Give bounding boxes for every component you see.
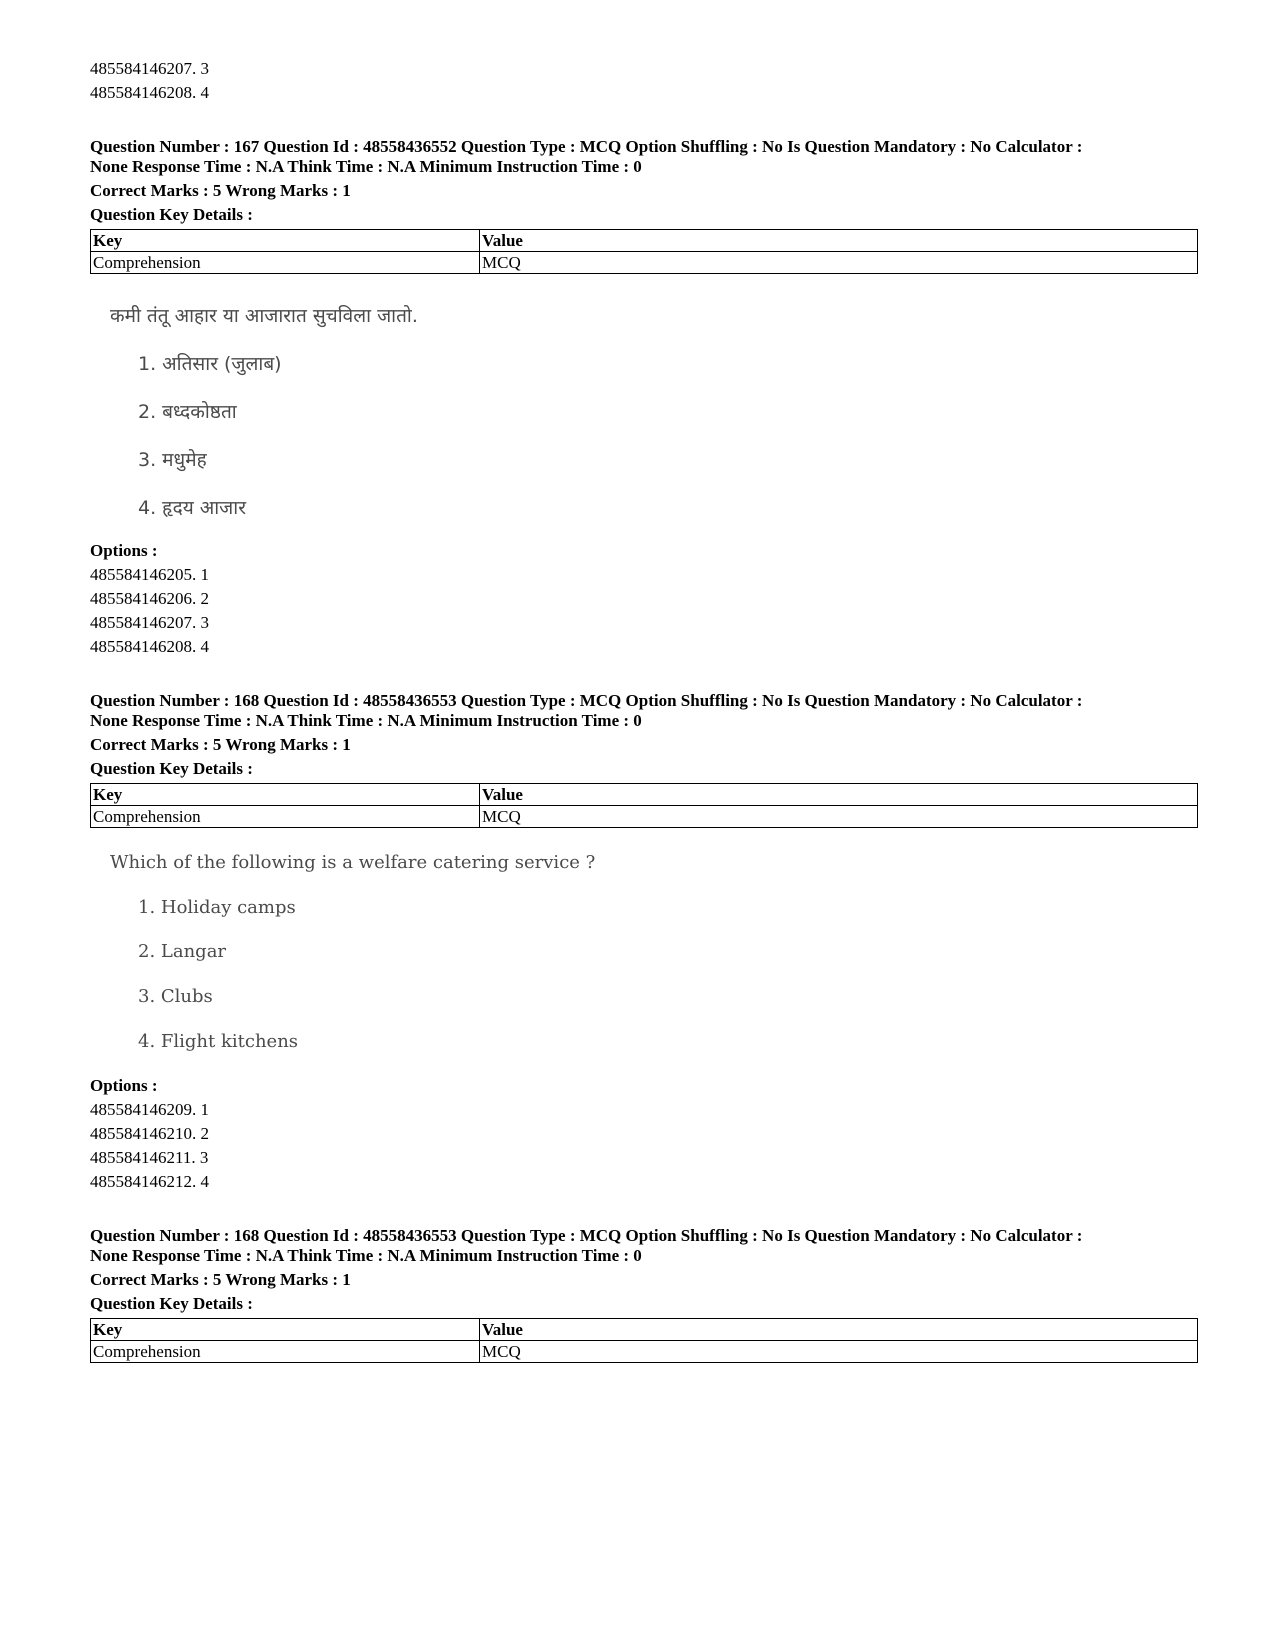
option-line: 485584146212. 4: [90, 1172, 209, 1191]
question-key-table: [90, 1318, 1198, 1363]
question-header-line1: Question Number : 168 Question Id : 48558436553 Question Type : MCQ Option Shuffling : No Is Question Mandatory : No Calculator :: [90, 691, 1083, 710]
question-header-line2: None Response Time : N.A Think Time : N.A Minimum Instruction Time : 0: [90, 711, 642, 730]
question-text: Which of the following is a welfare catering service ?: [110, 852, 596, 873]
table-cell-key: Comprehension: [91, 252, 480, 274]
table-cell-key: Comprehension: [91, 806, 480, 828]
question-option: 2. बध्दकोष्ठता: [138, 401, 237, 423]
table-cell-value: MCQ: [480, 252, 1198, 274]
option-line: 485584146205. 1: [90, 565, 209, 584]
option-line: 485584146208. 4: [90, 83, 209, 102]
table-header-key: Key: [91, 230, 480, 252]
question-option: 2. Langar: [138, 941, 227, 962]
question-option: 3. Clubs: [138, 986, 213, 1007]
question-option: 1. अतिसार (जुलाब): [138, 353, 282, 375]
table-cell-key: Comprehension: [91, 1341, 480, 1363]
question-header-line1: Question Number : 168 Question Id : 48558436553 Question Type : MCQ Option Shuffling : No Is Question Mandatory : No Calculator :: [90, 1226, 1083, 1245]
question-key-table: [90, 783, 1198, 828]
question-option: 3. मधुमेह: [138, 449, 207, 471]
question-option: 4. Flight kitchens: [138, 1031, 299, 1052]
option-line: 485584146206. 2: [90, 589, 209, 608]
marks-line: Correct Marks : 5 Wrong Marks : 1: [90, 735, 351, 754]
key-details-label: Question Key Details :: [90, 759, 253, 778]
option-line: 485584146207. 3: [90, 613, 209, 632]
question-header-line1: Question Number : 167 Question Id : 48558436552 Question Type : MCQ Option Shuffling : No Is Question Mandatory : No Calculator :: [90, 137, 1083, 156]
table-header-key: Key: [91, 1319, 480, 1341]
table-header-key: Key: [91, 784, 480, 806]
table-cell-value: MCQ: [480, 806, 1198, 828]
table-cell-value: MCQ: [480, 1341, 1198, 1363]
marks-line: Correct Marks : 5 Wrong Marks : 1: [90, 181, 351, 200]
question-option: 4. हृदय आजार: [138, 497, 246, 519]
option-line: 485584146208. 4: [90, 637, 209, 656]
key-details-label: Question Key Details :: [90, 205, 253, 224]
question-key-table: [90, 229, 1198, 274]
option-line: 485584146209. 1: [90, 1100, 209, 1119]
question-text: कमी तंतू आहार या आजारात सुचविला जातो.: [110, 305, 418, 327]
option-line: 485584146210. 2: [90, 1124, 209, 1143]
question-header-line2: None Response Time : N.A Think Time : N.A Minimum Instruction Time : 0: [90, 1246, 642, 1265]
option-line: 485584146211. 3: [90, 1148, 209, 1167]
key-details-label: Question Key Details :: [90, 1294, 253, 1313]
option-line: 485584146207. 3: [90, 59, 209, 78]
table-header-value: Value: [480, 784, 1198, 806]
question-option: 1. Holiday camps: [138, 897, 296, 918]
options-label: Options :: [90, 541, 158, 560]
table-header-value: Value: [480, 230, 1198, 252]
marks-line: Correct Marks : 5 Wrong Marks : 1: [90, 1270, 351, 1289]
options-label: Options :: [90, 1076, 158, 1095]
table-header-value: Value: [480, 1319, 1198, 1341]
question-header-line2: None Response Time : N.A Think Time : N.A Minimum Instruction Time : 0: [90, 157, 642, 176]
